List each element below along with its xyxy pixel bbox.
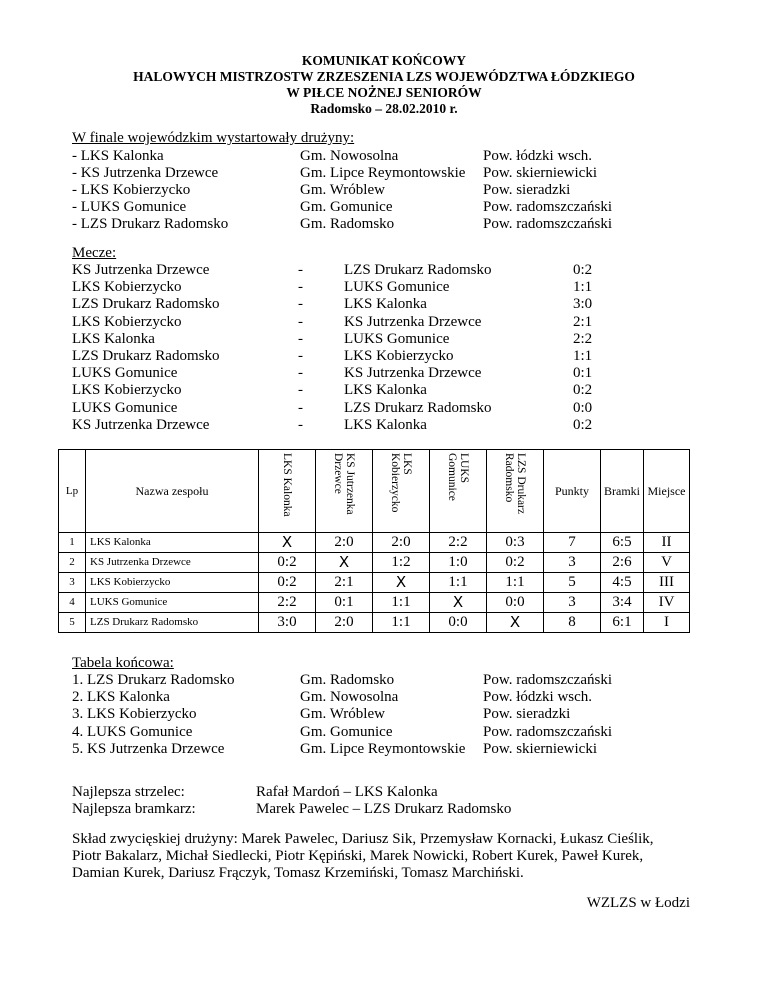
match-score: 0:2: [573, 416, 593, 433]
row-points: 3: [544, 593, 601, 613]
match-score: 2:1: [573, 313, 593, 330]
final-gmina: Gm. Nowosolna: [300, 689, 399, 706]
header-team-1: [259, 450, 316, 533]
final-position: 3. LKS Kobierzycko: [72, 706, 197, 723]
row-lp: 2: [59, 553, 86, 573]
signature: WZLZS w Łodzi: [586, 895, 690, 911]
header-team-1-label: LKS Kalonka: [281, 453, 293, 517]
row-place: V: [644, 553, 690, 573]
match-home: LKS Kobierzycko: [72, 313, 182, 330]
match-away: KS Jutrzenka Drzewce: [344, 365, 482, 382]
matches-away-column: [344, 262, 491, 434]
row-goals: 3:4: [601, 593, 644, 613]
team-powiat: Pow. sieradzki: [483, 181, 571, 198]
row-cell: 1:0: [430, 553, 487, 573]
final-powiat-column: [483, 672, 612, 758]
final-gmina: Gm. Lipce Reymontowskie: [300, 740, 466, 757]
team-gmina: Gm. Gomunice: [300, 199, 393, 216]
title-line-3: W PIŁCE NOŻNEJ SENIORÓW: [286, 85, 482, 100]
match-score: 0:1: [573, 365, 593, 382]
final-powiat: Pow. radomszczański: [483, 723, 612, 740]
teams-names-column: [72, 148, 228, 234]
match-away: LUKS Gomunice: [344, 279, 450, 296]
team-powiat: Pow. radomszczański: [483, 216, 612, 233]
match-home: KS Jutrzenka Drzewce: [72, 416, 210, 433]
final-powiat: Pow. sieradzki: [483, 706, 571, 723]
team-gmina: Gm. Radomsko: [300, 216, 395, 233]
row-cell: 1:1: [430, 573, 487, 593]
header-points: Punkty: [544, 450, 601, 533]
match-home: LUKS Gomunice: [72, 365, 178, 382]
row-cell: 0:0: [430, 613, 487, 633]
team-gmina: Gm. Nowosolna: [300, 147, 399, 164]
final-table-title: Tabela końcowa:: [72, 655, 174, 671]
row-points: 7: [544, 533, 601, 553]
header-team-3-label: LKS Kobierzycko: [389, 453, 413, 513]
row-cell: X: [259, 533, 316, 553]
row-cell: 0:2: [487, 553, 544, 573]
final-position: 2. LKS Kalonka: [72, 689, 170, 706]
final-powiat: Pow. skierniewicki: [483, 740, 598, 757]
match-separator: -: [298, 347, 303, 364]
match-score: 1:1: [573, 279, 593, 296]
table-row: [59, 613, 690, 633]
final-powiat: Pow. radomszczański: [483, 672, 612, 688]
match-score: 0:2: [573, 382, 593, 399]
match-away: LZS Drukarz Radomsko: [344, 262, 492, 278]
header-team-2: [316, 450, 373, 533]
match-separator: -: [298, 296, 303, 313]
row-team-name: LKS Kalonka: [86, 533, 259, 553]
match-score: 0:0: [573, 399, 593, 416]
final-gmina-column: [300, 672, 465, 758]
team-name: - LUKS Gomunice: [72, 199, 187, 216]
row-cell: 2:2: [259, 593, 316, 613]
match-away: LKS Kobierzycko: [344, 347, 454, 364]
row-points: 8: [544, 613, 601, 633]
header-team-4-label: LUKS Gomunice: [446, 453, 470, 501]
row-goals: 4:5: [601, 573, 644, 593]
table-header-row: [59, 450, 690, 533]
row-points: 3: [544, 553, 601, 573]
title-date: Radomsko – 28.02.2010 r.: [310, 101, 458, 116]
row-cell: 0:2: [259, 553, 316, 573]
final-gmina: Gm. Radomsko: [300, 672, 395, 688]
row-place: II: [644, 533, 690, 553]
match-home: LUKS Gomunice: [72, 399, 178, 416]
matches-section-title: Mecze:: [72, 245, 117, 261]
match-separator: -: [298, 330, 303, 347]
match-separator: -: [298, 399, 303, 416]
header-team-name: Nazwa zespołu: [86, 450, 259, 533]
row-place: III: [644, 573, 690, 593]
team-name: - LZS Drukarz Radomsko: [72, 216, 229, 233]
header-team-4: [430, 450, 487, 533]
match-score: 2:2: [573, 330, 593, 347]
row-cell: X: [373, 573, 430, 593]
table-row: [59, 593, 690, 613]
match-away: LZS Drukarz Radomsko: [344, 399, 492, 416]
match-home: LZS Drukarz Radomsko: [72, 347, 220, 364]
squad-line-1: Skład zwycięskiej drużyny: Marek Pawelec, Dariusz Sik, Przemysław Kornacki, Łukasz Cieślik,: [72, 831, 654, 847]
row-cell: 2:0: [373, 533, 430, 553]
match-home: KS Jutrzenka Drzewce: [72, 262, 210, 278]
header-team-5-label: LZS Drukarz Radomsko: [503, 453, 527, 514]
row-cell: 2:0: [316, 533, 373, 553]
final-position: 1. LZS Drukarz Radomsko: [72, 672, 235, 688]
row-cell: 2:1: [316, 573, 373, 593]
row-cell: X: [430, 593, 487, 613]
match-home: LKS Kalonka: [72, 330, 155, 347]
matches-separator-column: [298, 262, 303, 434]
match-away: LUKS Gomunice: [344, 330, 450, 347]
header-team-5: [487, 450, 544, 533]
teams-powiat-column: [483, 148, 612, 234]
row-cell: 0:2: [259, 573, 316, 593]
teams-section-title: W finale wojewódzkim wystartowały drużyny:: [72, 130, 355, 146]
team-name: - LKS Kalonka: [72, 147, 164, 164]
table-row: [59, 573, 690, 593]
match-score: 1:1: [573, 347, 593, 364]
final-positions-column: [72, 672, 234, 758]
table-row: [59, 553, 690, 573]
final-position: 4. LUKS Gomunice: [72, 723, 193, 740]
match-separator: -: [298, 365, 303, 382]
title-line-2: HALOWYCH MISTRZOSTW ZRZESZENIA LZS WOJEWÓDZTWA ŁÓDZKIEGO: [133, 69, 635, 84]
matches-home-column: [72, 262, 219, 434]
match-away: LKS Kalonka: [344, 382, 427, 399]
row-cell: X: [487, 613, 544, 633]
match-home: LZS Drukarz Radomsko: [72, 296, 220, 313]
row-goals: 2:6: [601, 553, 644, 573]
header-lp: Lp: [59, 450, 86, 533]
row-lp: 1: [59, 533, 86, 553]
matches-score-column: [573, 262, 592, 434]
match-away: LKS Kalonka: [344, 416, 427, 433]
team-gmina: Gm. Lipce Reymontowskie: [300, 164, 466, 181]
header-place: Miejsce: [644, 450, 690, 533]
row-place: I: [644, 613, 690, 633]
row-cell: 0:3: [487, 533, 544, 553]
team-powiat: Pow. radomszczański: [483, 199, 612, 216]
row-cell: 2:2: [430, 533, 487, 553]
match-separator: -: [298, 262, 303, 278]
row-cell: 1:2: [373, 553, 430, 573]
row-lp: 5: [59, 613, 86, 633]
match-separator: -: [298, 313, 303, 330]
row-cell: 3:0: [259, 613, 316, 633]
row-cell: 2:0: [316, 613, 373, 633]
row-team-name: LZS Drukarz Radomsko: [86, 613, 259, 633]
team-gmina: Gm. Wróblew: [300, 181, 385, 198]
best-keeper-value: Marek Pawelec – LZS Drukarz Radomsko: [256, 801, 512, 817]
row-goals: 6:1: [601, 613, 644, 633]
table-row: [59, 533, 690, 553]
match-separator: -: [298, 382, 303, 399]
match-away: LKS Kalonka: [344, 296, 427, 313]
final-gmina: Gm. Gomunice: [300, 723, 393, 740]
row-cell: 0:0: [487, 593, 544, 613]
row-team-name: LUKS Gomunice: [86, 593, 259, 613]
best-scorer-label: Najlepsza strzelec:: [72, 784, 185, 800]
match-away: KS Jutrzenka Drzewce: [344, 313, 482, 330]
teams-gmina-column: [300, 148, 465, 234]
row-points: 5: [544, 573, 601, 593]
row-cell: 1:1: [487, 573, 544, 593]
final-position: 5. KS Jutrzenka Drzewce: [72, 740, 225, 757]
match-home: LKS Kobierzycko: [72, 382, 182, 399]
results-table: [58, 449, 690, 633]
row-team-name: KS Jutrzenka Drzewce: [86, 553, 259, 573]
match-home: LKS Kobierzycko: [72, 279, 182, 296]
header-team-2-label: KS Jutrzenka Drzewce: [332, 453, 356, 515]
header-goals: Bramki: [601, 450, 644, 533]
row-cell: 0:1: [316, 593, 373, 613]
row-lp: 3: [59, 573, 86, 593]
match-separator: -: [298, 416, 303, 433]
header-team-3: [373, 450, 430, 533]
squad-line-2: Piotr Bakalarz, Michał Siedlecki, Piotr Kępiński, Marek Nowicki, Robert Kurek, Paweł Kurek,: [72, 848, 644, 864]
team-name: - LKS Kobierzycko: [72, 181, 191, 198]
row-cell: X: [316, 553, 373, 573]
match-separator: -: [298, 279, 303, 296]
row-place: IV: [644, 593, 690, 613]
row-team-name: LKS Kobierzycko: [86, 573, 259, 593]
match-score: 3:0: [573, 296, 593, 313]
team-powiat: Pow. skierniewicki: [483, 164, 598, 181]
team-name: - KS Jutrzenka Drzewce: [72, 164, 219, 181]
team-powiat: Pow. łódzki wsch.: [483, 147, 593, 164]
row-goals: 6:5: [601, 533, 644, 553]
best-keeper-label: Najlepsza bramkarz:: [72, 801, 196, 817]
title-line-1: KOMUNIKAT KOŃCOWY: [301, 53, 467, 68]
squad-line-3: Damian Kurek, Dariusz Frączyk, Tomasz Krzemiński, Tomasz Marchiński.: [72, 865, 524, 881]
final-gmina: Gm. Wróblew: [300, 706, 385, 723]
row-cell: 1:1: [373, 593, 430, 613]
row-cell: 1:1: [373, 613, 430, 633]
final-powiat: Pow. łódzki wsch.: [483, 689, 593, 706]
match-score: 0:2: [573, 262, 593, 278]
row-lp: 4: [59, 593, 86, 613]
best-scorer-value: Rafał Mardoń – LKS Kalonka: [256, 784, 438, 800]
